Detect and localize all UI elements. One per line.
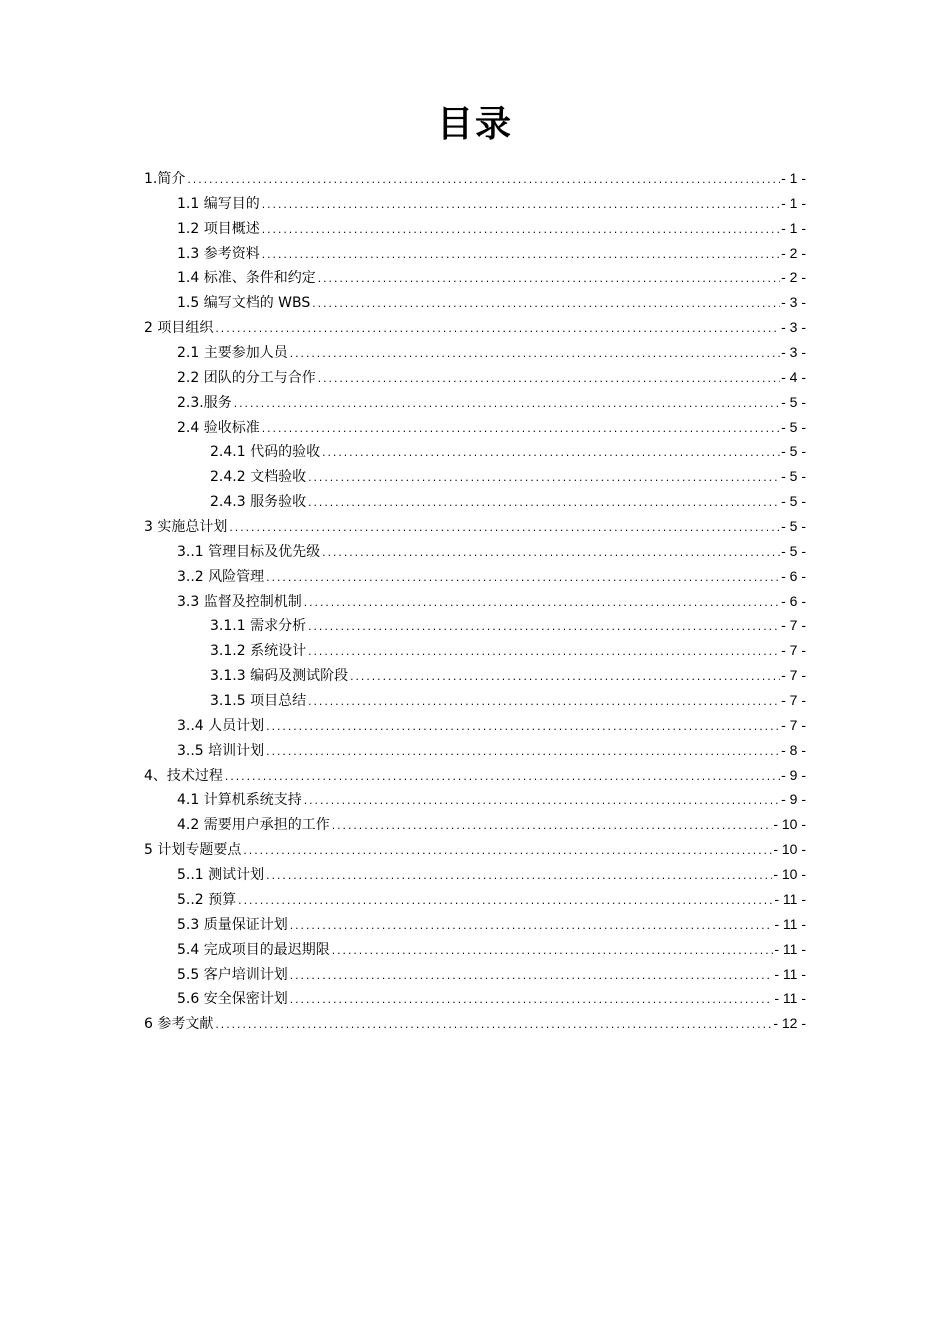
toc-entry[interactable] — [144, 216, 806, 241]
toc-dot-leader — [265, 741, 780, 763]
toc-entry[interactable] — [144, 539, 806, 564]
toc-entry[interactable] — [144, 738, 806, 763]
toc-dot-leader — [261, 219, 780, 241]
toc-dot-leader — [349, 666, 780, 688]
toc-dot-leader — [261, 418, 780, 440]
toc-page-number: - 5 - — [781, 418, 806, 435]
toc-entry-label: 2.1 主要参加人员 — [177, 345, 288, 362]
toc-page-number: - 3 - — [781, 294, 806, 311]
toc-entry[interactable] — [144, 265, 806, 290]
toc-entry[interactable] — [144, 713, 806, 738]
toc-entry-label: 3..2 风险管理 — [177, 568, 265, 585]
toc-dot-leader — [265, 567, 780, 589]
toc-entry-label: 2.4.1 代码的验收 — [210, 444, 321, 461]
toc-page-number: - 7 - — [781, 617, 806, 634]
toc-dot-leader — [289, 989, 774, 1011]
toc-entry[interactable] — [144, 290, 806, 315]
toc-entry[interactable] — [144, 937, 806, 962]
toc-entry-label: 5.5 客户培训计划 — [177, 966, 288, 983]
toc-page-number: - 5 - — [781, 493, 806, 510]
toc-entry[interactable] — [144, 613, 806, 638]
toc-entry[interactable] — [144, 688, 806, 713]
toc-page-number: - 9 - — [781, 791, 806, 808]
table-of-contents — [144, 166, 806, 1036]
toc-page-number: - 3 - — [781, 319, 806, 336]
toc-page-number: - 6 - — [781, 592, 806, 609]
toc-entry-label: 1.4 标准、条件和约定 — [177, 270, 316, 287]
toc-entry[interactable] — [144, 390, 806, 415]
toc-page-number: - 10 - — [773, 841, 806, 858]
toc-dot-leader — [228, 517, 780, 539]
toc-page-number: - 2 - — [781, 244, 806, 261]
toc-dot-leader — [321, 442, 780, 464]
toc-dot-leader — [186, 169, 780, 191]
toc-entry[interactable] — [144, 340, 806, 365]
toc-page-number: - 2 - — [781, 269, 806, 286]
toc-entry-label: 2.4.3 服务验收 — [210, 494, 307, 511]
toc-entry[interactable] — [144, 862, 806, 887]
toc-page-number: - 11 - — [774, 915, 806, 932]
toc-dot-leader — [311, 293, 780, 315]
toc-entry[interactable] — [144, 315, 806, 340]
toc-dot-leader — [237, 890, 773, 912]
toc-page-number: - 5 - — [781, 542, 806, 559]
toc-page-number: - 3 - — [781, 344, 806, 361]
toc-dot-leader — [265, 865, 772, 887]
toc-entry-label: 5.3 质量保证计划 — [177, 916, 288, 933]
toc-dot-leader — [289, 965, 774, 987]
toc-entry-label: 2.4.2 文档验收 — [210, 469, 307, 486]
toc-entry[interactable] — [144, 489, 806, 514]
toc-page-number: - 5 - — [781, 443, 806, 460]
toc-entry-label: 2.4 验收标准 — [177, 419, 260, 436]
toc-entry[interactable] — [144, 464, 806, 489]
toc-page-number: - 1 - — [781, 219, 806, 236]
toc-page-number: - 9 - — [781, 766, 806, 783]
toc-entry-label: 3.3 监督及控制机制 — [177, 593, 302, 610]
toc-dot-leader — [242, 840, 772, 862]
toc-dot-leader — [303, 790, 780, 812]
toc-dot-leader — [289, 343, 780, 365]
toc-entry-label: 1.简介 — [144, 171, 186, 187]
toc-entry-label: 1.1 编写目的 — [177, 195, 260, 212]
toc-dot-leader — [289, 915, 774, 937]
toc-entry-label: 2.3.服务 — [177, 394, 232, 411]
toc-entry-label: 4.1 计算机系统支持 — [177, 792, 302, 809]
toc-entry[interactable] — [144, 365, 806, 390]
toc-page-number: - 11 - — [774, 890, 806, 907]
toc-entry[interactable] — [144, 166, 806, 191]
toc-dot-leader — [307, 641, 780, 663]
toc-entry[interactable] — [144, 663, 806, 688]
toc-dot-leader — [261, 194, 780, 216]
toc-page-number: - 5 - — [781, 468, 806, 485]
toc-entry-label: 6 参考文献 — [144, 1016, 214, 1033]
toc-entry[interactable] — [144, 564, 806, 589]
toc-dot-leader — [261, 244, 780, 266]
toc-entry[interactable] — [144, 787, 806, 812]
toc-entry[interactable] — [144, 887, 806, 912]
toc-entry-label: 3..5 培训计划 — [177, 742, 265, 759]
toc-page-number: - 12 - — [773, 1015, 806, 1032]
toc-page-number: - 7 - — [781, 667, 806, 684]
toc-dot-leader — [321, 542, 780, 564]
toc-dot-leader — [317, 268, 780, 290]
toc-entry-label: 5..1 测试计划 — [177, 867, 265, 884]
toc-dot-leader — [265, 716, 780, 738]
toc-entry[interactable] — [144, 1011, 806, 1036]
toc-entry[interactable] — [144, 241, 806, 266]
toc-entry[interactable] — [144, 986, 806, 1011]
toc-entry[interactable] — [144, 514, 806, 539]
toc-entry-label: 5.4 完成项目的最迟期限 — [177, 941, 330, 958]
toc-page-number: - 8 - — [781, 741, 806, 758]
toc-entry-label: 5 计划专题要点 — [144, 842, 242, 859]
toc-entry-label: 3 实施总计划 — [144, 519, 228, 536]
toc-dot-leader — [233, 393, 780, 415]
toc-dot-leader — [224, 766, 780, 788]
toc-dot-leader — [331, 940, 774, 962]
toc-entry-label: 3..1 管理目标及优先级 — [177, 543, 321, 560]
toc-dot-leader — [307, 691, 780, 713]
toc-page-number: - 5 - — [781, 393, 806, 410]
toc-entry[interactable] — [144, 638, 806, 663]
toc-dot-leader — [307, 616, 780, 638]
toc-entry-label: 1.2 项目概述 — [177, 220, 260, 237]
toc-entry[interactable] — [144, 912, 806, 937]
toc-page-number: - 4 - — [781, 368, 806, 385]
toc-page-number: - 10 - — [773, 816, 806, 833]
toc-page-number: - 11 - — [774, 965, 806, 982]
toc-page-number: - 6 - — [781, 567, 806, 584]
toc-entry[interactable] — [144, 962, 806, 987]
toc-entry-label: 2.2 团队的分工与合作 — [177, 369, 316, 386]
toc-entry-label: 4、技术过程 — [144, 767, 223, 784]
page-title: 目录 — [436, 104, 513, 145]
toc-entry-label: 3..4 人员计划 — [177, 717, 265, 734]
toc-page-number: - 10 - — [773, 866, 806, 883]
toc-page-number: - 7 - — [781, 692, 806, 709]
toc-page-number: - 1 - — [781, 170, 806, 186]
toc-entry-label: 3.1.1 需求分析 — [210, 618, 307, 635]
toc-entry[interactable] — [144, 763, 806, 788]
toc-dot-leader — [317, 368, 780, 390]
toc-entry[interactable] — [144, 837, 806, 862]
toc-page-number: - 7 - — [781, 716, 806, 733]
toc-page-number: - 11 - — [774, 990, 806, 1007]
toc-entry-label: 5..2 预算 — [177, 891, 237, 908]
toc-entry-label: 3.1.5 项目总结 — [210, 693, 307, 710]
toc-page-number: - 1 - — [781, 194, 806, 211]
toc-dot-leader — [214, 1014, 772, 1036]
toc-entry[interactable] — [144, 415, 806, 440]
toc-entry-label: 5.6 安全保密计划 — [177, 991, 288, 1008]
toc-dot-leader — [303, 592, 780, 614]
toc-entry-label: 1.3 参考资料 — [177, 245, 260, 262]
toc-entry[interactable] — [144, 812, 806, 837]
toc-page-number: - 7 - — [781, 642, 806, 659]
toc-entry[interactable] — [144, 191, 806, 216]
toc-dot-leader — [307, 492, 780, 514]
toc-entry[interactable] — [144, 589, 806, 614]
toc-entry-label: 4.2 需要用户承担的工作 — [177, 817, 330, 834]
toc-dot-leader — [307, 467, 780, 489]
toc-entry-label: 2 项目组织 — [144, 320, 214, 337]
toc-page-number: - 11 - — [774, 940, 806, 957]
toc-dot-leader — [331, 815, 773, 837]
toc-entry-label: 3.1.3 编码及测试阶段 — [210, 668, 349, 685]
toc-entry[interactable] — [144, 439, 806, 464]
toc-page-number: - 5 - — [781, 518, 806, 535]
toc-entry-label: 1.5 编写文档的 WBS — [177, 295, 311, 312]
toc-entry-label: 3.1.2 系统设计 — [210, 643, 307, 660]
toc-dot-leader — [214, 318, 780, 340]
